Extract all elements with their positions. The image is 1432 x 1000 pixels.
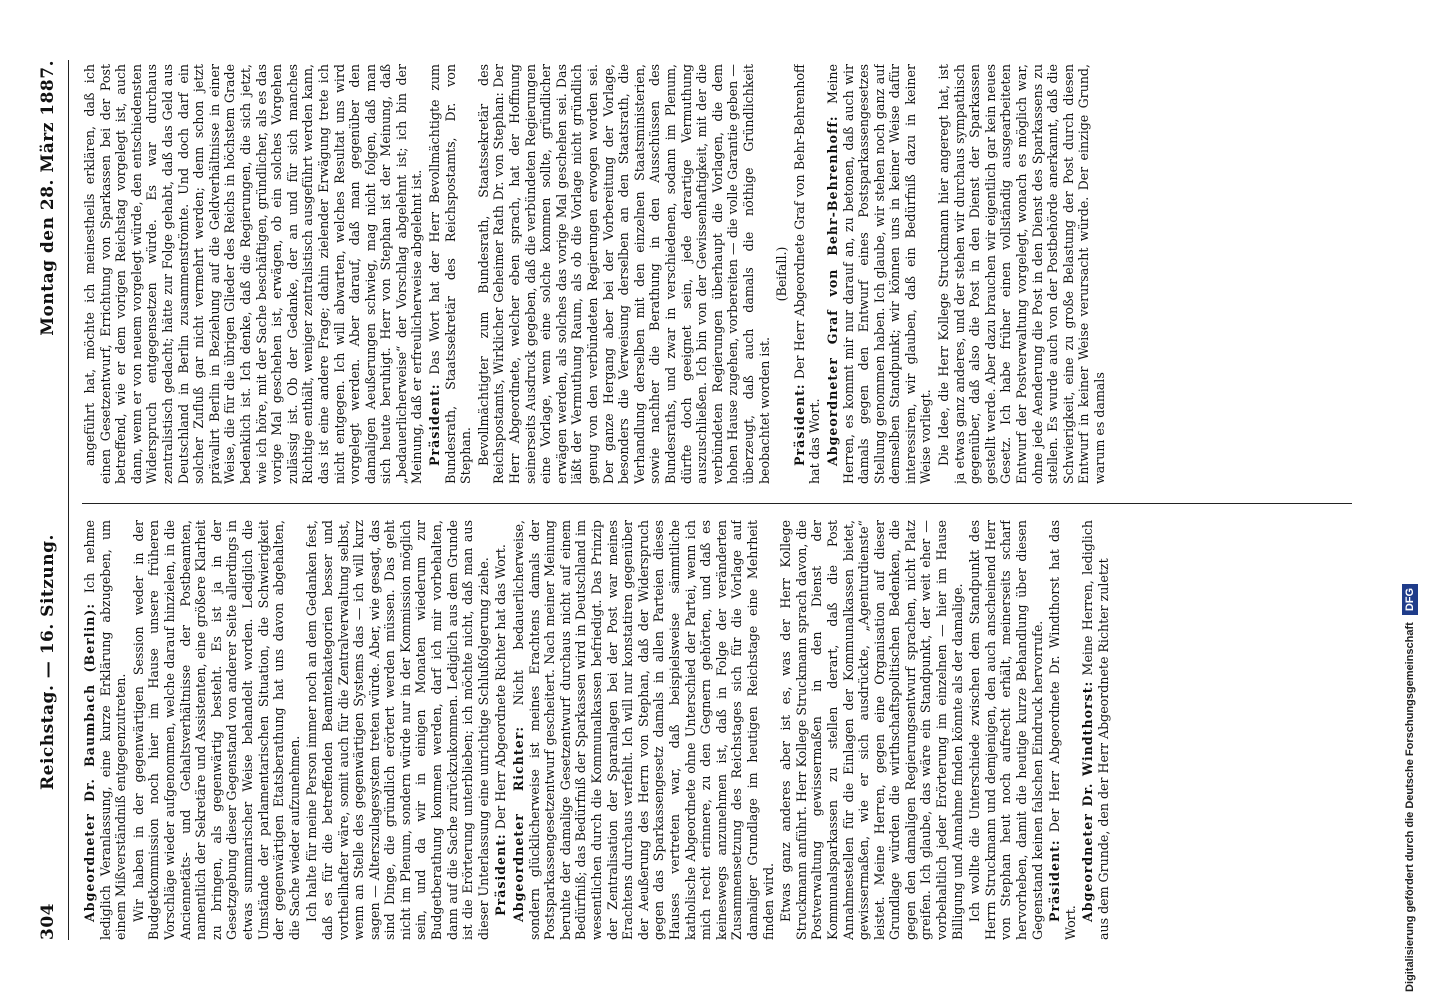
paragraph-text: Die Idee, die Herr Kollege Struckmann hier angeregt hat, ist ja etwas ganz anderes, und der stehen wir durchaus sympathisch gegenüber, daß also die Post in den Dienst der Sparkassen gestellt werde. Aber dazu brauchen wir eigentlich gar kein neues Gesetz. Ich habe früher einen vollständig ausgearbeiteten Entwurf der Postverwaltung vorgelegt, wonach es möglich war, ohne jede Aenderung die Post in den Dienst des Sparkassens zu stellen. Es wurde auch von der Postbehörde anerkannt, daß die Schwierigkeit, eine zu große Belastung der Post durch diesen Entwurf in keiner Weise verursacht würde. Der einzige Grund, warum es damals [936,64,1107,484]
paragraph-text: Ich wollte die Unterschiede zwischen dem Standpunkt des Herrn Struckmann und demjenigen, den auch anscheinend Herr von Stephan heut noch aufrecht erhält, meinerseits scharf hervorheben, damit die heutige kurze Behandlung über diesen Gegenstand keinen falschen Eindruck hervorrufe. [967,520,1045,940]
paragraph-text: Meine Herren, es kommt mir nur darauf an, zu betonen, daß auch wir damals gegen den Entwurf eines Postsparkassengesetzes Stellung genommen haben. Ich glaube, wir stehen noch ganz auf demselben Standpunkt; wir können uns in keiner Weise dafür interessiren, wir glauben, daß ein Bedürfniß dazu in keiner Weise vorliegt. [824,64,934,484]
paragraph [825,64,934,484]
paragraph-text: Nicht bedauerlicherweise, sondern glücklicherweise ist meines Erachtens damals der Postsparkassengesetzentwurf gescheitert. Nach meiner Meinung beruhte der damalige Gesetzentwurf durchaus nicht auf einem Bedürfniß; das Bedürfniß der Sparkassen wird in Deutschland im wesentlichen durch die Kommunalkassen befriedigt. Das Prinzip der Zentralisation der Sparanlagen bei der Post war meines Erachtens durchaus verfehlt. Ich will nur konstatiren gegenüber der Aeußerung des Herrn von Stephan, daß der Widerspruch gegen das Sparkassengesetz damals in allen Parteien dieses Hauses vertreten war, daß beispielsweise sämmtliche katholische Abgeordnete ohne Unterschied der Partei, wenn ich mich recht erinnere, zu den Gegnern gehörten, und daß es keineswegs anzunehmen ist, daß in Folge der veränderten Zusammensetzung des Reichstages sich für die Vorlage auf damaliger Grundlage im heutigen Reichstage eine Mehrheit finden wird. [511,520,776,940]
header-rule [68,60,69,940]
session-title: Reichstag. — 16. Sitzung. [38,534,58,790]
paragraph-text: Der Herr Abgeordnete Richter hat das Wort. [493,544,509,830]
paragraph-text: Etwas ganz anderes aber ist es, was der Herr Kollege Struckmann anführt. Herr Kollege Struckmann sprach davon, die Postverwaltung gewissermaßen in den Dienst der Kommunalsparkassen zu stellen derart, daß die Post Annahmestellen für die Einlagen der Kommunalkassen bietet, gewissermaßen, wie er sich ausdrückte, „Agenturdienste“ leistet. Meine Herren, gegen eine Organisation auf dieser Grundlage würden die wirthschaftspolitischen Bedenken, die gegen den damaligen Regierungsentwurf sprachen, nicht Platz greifen. Ich glaube, das wäre ein Standpunkt, der weit eher — vorbehaltlich jeder Erörterung im einzelnen — hier im Hause Billigung und Annahme finden könnte als der damalige. [778,520,965,940]
dfg-credit-text: Digitalisierung gefördert durch die Deutsche Forschungsgemeinschaft [1404,622,1416,992]
paragraph-text: Bevollmächtigter zum Bundesrath, Staatssekretär des Reichspostamts, Wirklicher Geheimer Rath Dr. von Stephan: Der Herr Abgeordnete, welcher eben sprach, hat der Hoffnung seinerseits Ausdruck gegeben, daß die verbündeten Regierungen eine Vorlage, wenn eine solche kommen sollte, gründlicher erwägen werden, als solches das vorige Mal geschehen sei. Das läßt der Vermuthung Raum, als ob die Vorlage nicht gründlich genug von den verbündeten Regierungen erwogen worden sei. Der ganze Hergang aber bei der Vorbereitung der Vorlage, besonders die Verweisung derselben an den Staatsrath, die Verhandlung derselben mit den einzelnen Staatsministerien, sowie nachher die Berathung in den Ausschüssen des Bundesraths, und zwar in verschiedenen, sodann im Plenum, dürfte doch geeignet sein, jede derartige Vermuthung auszuschließen. Ich bin von der Gewissenhaftigkeit, mit der die verbündeten Regierungen überhaupt die Vorlagen, die dem hohen Hause zugehen, vorbereiten — die volle Garantie geben — überzeugt, daß auch damals die nöthige Gründlichkeit beobachtet worden ist. [475,64,772,484]
paragraph-text: Ich halte für meine Person immer noch an dem Gedanken fest, daß es für die betreffenden Beamtenkategorien besser und vortheilhafter wäre, somit auch für die Zentralverwaltung selbst, wenn an Stelle des gegenwärtigen Systems das — ich will kurz sagen — Alterszulagesystem treten würde. Aber, wie gesagt, das sind Dinge, die gründlich erörtert werden müssen. Das geht nicht im Plenum, sondern würde nur in der Kommission möglich sein, und da wir in einigen Monaten wiederum zur Budgetberathung kommen werden, darf ich mir vorbehalten, dann auf die Sache zurückzukommen. Lediglich aus dem Grunde ist die Erörterung unterblieben; ich möchte nicht, daß man aus dieser Unterlassung eine unrichtige Schlußfolgerung ziehe. [304,520,491,940]
president-label: Präsident: [791,383,807,466]
paragraph [82,64,425,484]
paragraph-text: Der Herr Abgeordnete Dr. Windthorst hat das Wort. [1047,520,1078,940]
session-date: Montag den 28. März 1887. [38,60,58,336]
paragraph-text: angeführt hat, möchte ich meinestheils erklären, daß ich einen Gesetzentwurf, Errichtung von Sparkassen bei der Post betreffend, wie er dem vorigen Reichstag vorgelegt ist, auch dann, wenn er von neuem vorgelegt würde, den entschiedensten Widerspruch entgegensetzen würde. Es war durchaus zentralistisch gedacht; hätte zur Folge gehabt, daß das Geld aus Deutschland in Berlin zusammenströmte. Und doch darf ein solcher Zufluß gar nicht vermehrt werden; denn schon jetzt prävalirt Berlin in Beziehung auf die Geldverhältnisse in einer Weise, die für die übrigen Glieder des Reichs in höchstem Grade bedenklich ist. Ich denke, daß die Regierungen, die sich jetzt, wie ich höre, mit der Sache beschäftigen, gründlicher, als es das vorige Mal geschehen ist, erwägen, ob ein solches Vorgehen zulässig ist. Ob der Gedanke, der an und für sich manches Richtige enthält, weniger zentralistisch ausgeführt werden kann, das ist eine andere Frage; dahin zielender Erwägung trete ich nicht entgegen. Ich will abwarten, welches Resultat uns wird vorgelegt werden. Aber darauf, daß man gegenüber den damaligen Aeußerungen schwieg, mag nicht folgen, daß man sich heute beruhigt. Herr von Stephan ist der Meinung, daß „bedauerlicherweise“ der Vorschlag abgelehnt ist; ich bin der Meinung, daß er erfreulicherweise abgelehnt ist. [82,64,425,484]
president-label: Präsident: [493,833,509,916]
paragraph [792,64,823,484]
page-header [38,60,66,940]
paragraph-text: Das Wort hat der Herr Bevollmächtigte zum Bundesrath, Staatssekretär des Reichspostamts, Dr. von Stephan. [427,64,474,484]
paragraph [1080,520,1111,940]
paragraph [936,64,1108,484]
paragraph-text: Der Herr Abgeordnete Graf von Behr-Behrenhoff hat das Wort. [791,64,823,484]
paragraph [476,64,772,484]
paragraph-text: Wir haben in der gegenwärtigen Session weder in der Budgetkommission noch hier im Hause unsere früheren Vorschläge wieder aufgenommen, welche darauf hinzielen, in die Anciennetäts- und Gehaltsverhältnisse der Postbeamten, namentlich der Sekretäre und Assistenten, eine größere Klarheit zu bringen, als gegenwärtig besteht. Es ist ja in der Gesetzgebung dieser Gegenstand von anderer Seite allerdings in etwas summarischer Weise behandelt worden. Lediglich die Umstände der parlamentarischen Situation, die Schwierigkeit der gegenwärtigen Etatsberathung hat uns davon abgehalten, die Sache wieder aufzunehmen. [130,520,302,940]
speaker-name: Abgeordneter Dr. Windthorst: [1080,680,1096,922]
president-label: Präsident: [427,383,443,466]
paragraph [1047,520,1078,940]
paragraph [131,520,303,940]
paragraph [82,520,129,940]
paragraph [304,520,491,940]
speaker-name: Abgeordneter Dr. Baumbach (Berlin): [82,602,97,922]
speaker-name: Abgeordneter Richter: [511,725,527,922]
paragraph [967,520,1045,940]
paragraph [427,64,474,484]
dfg-logo: DFG [1402,584,1418,615]
paragraph-text: (Beifall.) [774,246,790,302]
paragraph-text: Ich nehme lediglich Veranlassung, eine kurze Erklärung abzugeben, um einem Mißverständniß entgegenzutreten. [82,520,129,940]
paragraph [511,520,776,940]
column-separator [82,503,1352,504]
president-label: Präsident: [1047,839,1063,922]
right-column [82,64,1392,484]
paragraph [778,520,965,940]
paragraph [774,64,790,484]
left-column [82,520,1392,940]
speaker-name: Abgeordneter Graf von Behr-Behrenhoff: [824,115,840,466]
paragraph-text: Meine Herren, lediglich aus dem Grunde, den der Herr Abgeordnete Richter zuletzt [1080,520,1111,940]
paragraph [493,520,509,940]
dfg-credit [1398,587,1422,992]
page-number: 304 [38,903,58,940]
